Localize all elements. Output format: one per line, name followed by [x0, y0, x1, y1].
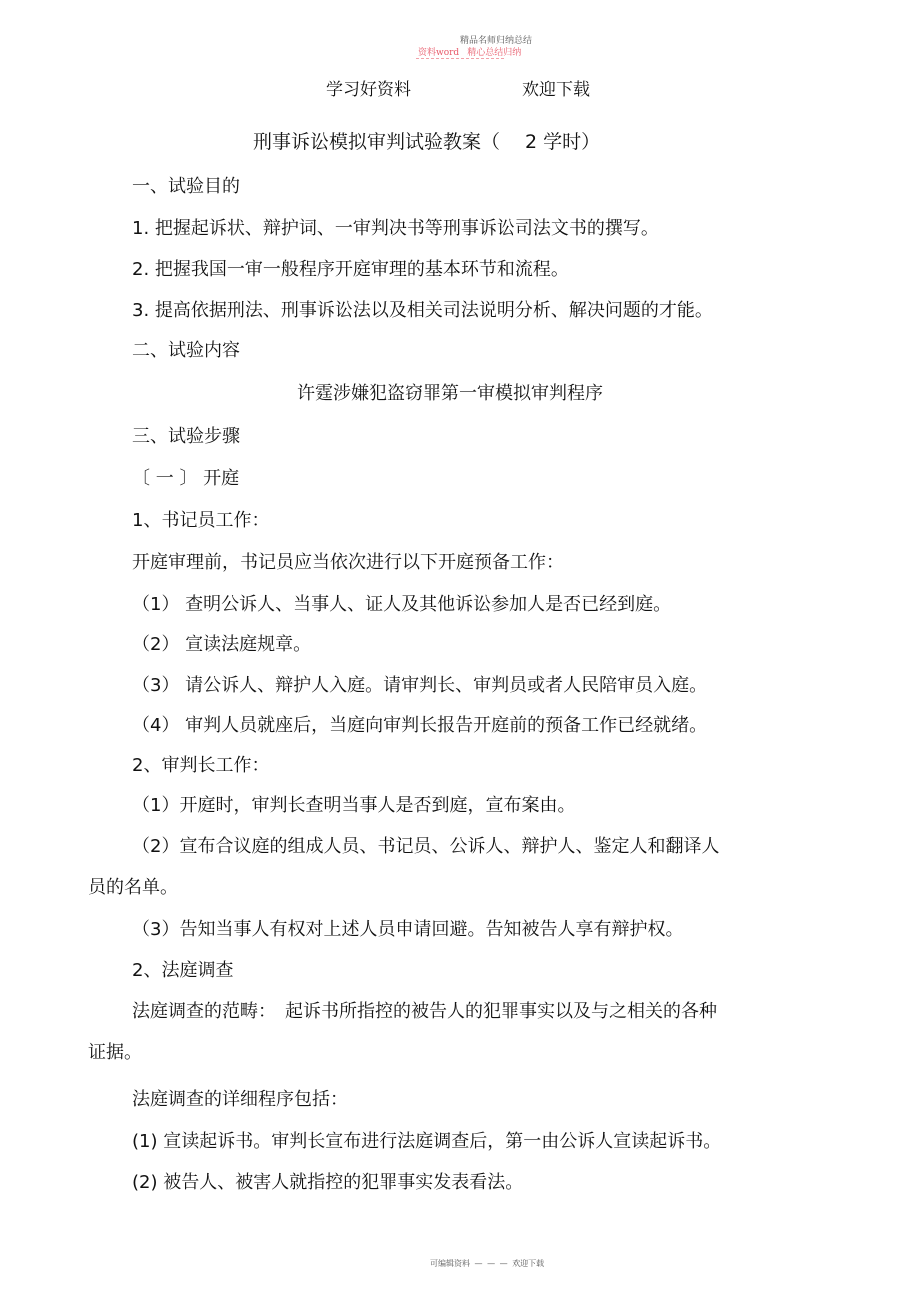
page-footer	[430, 1258, 544, 1269]
document-title: 刑事诉讼模拟审判试验教案（ 2 学时）	[253, 131, 601, 153]
body-line: 2、审判长工作：	[132, 755, 270, 776]
body-line: （1）开庭时，审判长查明当事人是否到庭，宣布案由。	[132, 795, 576, 816]
body-line: 〔 一 〕 开庭	[132, 468, 240, 489]
footer-left: 可编辑资料	[430, 1259, 470, 1268]
watermark-divider	[416, 58, 504, 59]
body-line: (2) 被告人、被害人就指控的犯罪事实发表看法。	[132, 1172, 524, 1193]
body-line: 开庭审理前，书记员应当依次进行以下开庭预备工作：	[132, 552, 564, 573]
body-line: 法庭调查的范畴： 起诉书所指控的被告人的犯罪事实以及与之相关的各种	[132, 1001, 717, 1022]
footer-right: 欢迎下载	[512, 1259, 545, 1268]
body-line: 证据。	[88, 1042, 142, 1063]
footer-separator: — — —	[474, 1259, 508, 1268]
body-line: （3） 请公诉人、辩护人入庭。请审判长、审判员或者人民陪审员入庭。	[132, 675, 708, 696]
body-line: 1. 把握起诉状、辩护词、一审判决书等刑事诉讼司法文书的撰写。	[132, 218, 659, 239]
body-line: 员的名单。	[88, 877, 178, 898]
body-line: （4） 审判人员就座后，当庭向审判长报告开庭前的预备工作已经就绪。	[132, 715, 708, 736]
body-line: 2、法庭调查	[132, 960, 234, 981]
body-line: 法庭调查的详细程序包括：	[132, 1089, 348, 1110]
body-line: （2） 宣读法庭规章。	[132, 634, 312, 655]
subheader-left: 学习好资料	[326, 80, 411, 100]
body-line: （3）告知当事人有权对上述人员申请回避。告知被告人享有辩护权。	[132, 919, 684, 940]
body-line: （1） 查明公诉人、当事人、证人及其他诉讼参加人是否已经到庭。	[132, 594, 672, 615]
body-line: 一、试验目的	[132, 176, 240, 197]
watermark-right: 精心总结归纳	[467, 48, 522, 58]
watermark-left: 资料word	[418, 48, 460, 58]
subheader-right: 欢迎下载	[522, 80, 590, 100]
body-line: (1) 宣读起诉书。审判长宣布进行法庭调查后，第一由公诉人宣读起诉书。	[132, 1131, 722, 1152]
watermark-line	[418, 45, 529, 58]
body-line: 三、试验步骤	[132, 426, 240, 447]
body-line: 3. 提高依据刑法、刑事诉讼法以及相关司法说明分析、解决问题的才能。	[132, 300, 713, 321]
watermark-top: 精品名师归纳总结	[460, 36, 533, 46]
body-line: 许霆涉嫌犯盗窃罪第一审模拟审判程序	[297, 383, 603, 404]
body-line: 1、书记员工作：	[132, 510, 270, 531]
body-line: 二、试验内容	[132, 340, 240, 361]
body-line: （2）宣布合议庭的组成人员、书记员、公诉人、辩护人、鉴定人和翻译人	[132, 836, 720, 857]
body-line: 2. 把握我国一审一般程序开庭审理的基本环节和流程。	[132, 259, 569, 280]
